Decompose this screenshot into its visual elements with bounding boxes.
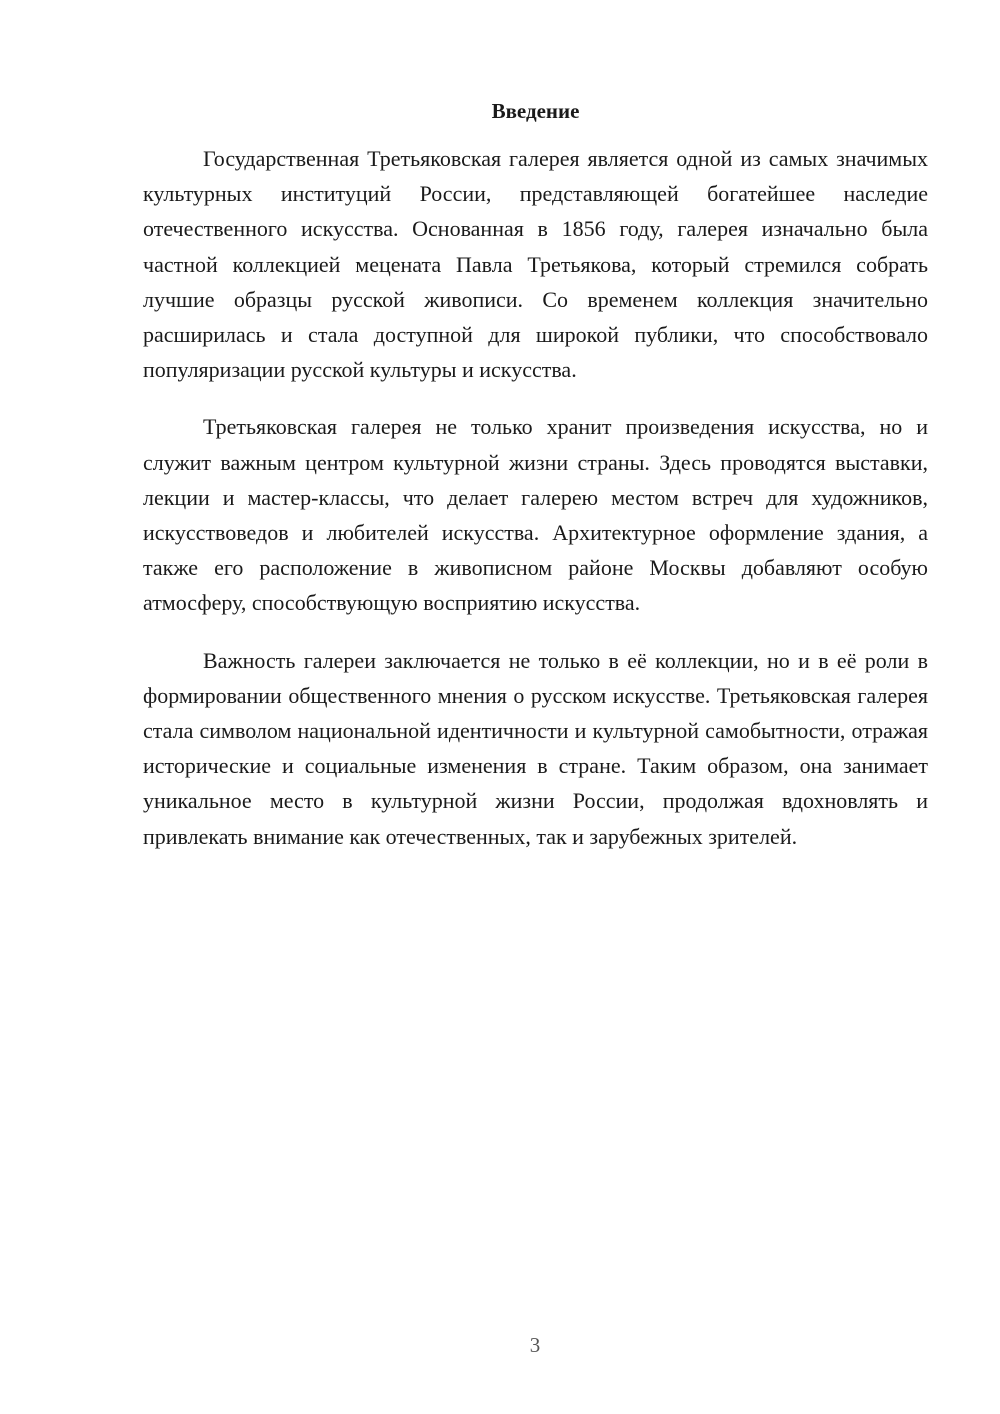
section-heading: Введение: [491, 99, 580, 123]
paragraph-1: Государственная Третьяковская галерея является одной из самых значимых культурных институций России, представляющей богатейшее наследие отечественного искусства. Основанная в 1856 году, галерея изначально была частной коллекцией мецената Павла Третьякова, который стремился собрать лучшие образцы русской живописи. Со временем коллекция значительно расширилась и стала доступной для широкой публики, что способствовало популяризации русской культуры и искусства.: [143, 146, 928, 383]
body-text: [143, 141, 928, 876]
page-number: 3: [529, 1333, 541, 1357]
paragraph-2: Третьяковская галерея не только хранит произведения искусства, но и служит важным центром культурной жизни страны. Здесь проводятся выставки, лекции и мастер-классы, что делает галерею местом встреч для художников, искусствоведов и любителей искусства. Архитектурное оформление здания, а также его расположение в живописном районе Москвы добавляют особую атмосферу, способствующую восприятию искусства.: [143, 414, 928, 616]
paragraph-3: Важность галереи заключается не только в её коллекции, но и в её роли в формировании общественного мнения о русском искусстве. Третьяковская галерея стала символом национальной идентичности и культурной самобытности, отражая исторические и социальные изменения в стране. Таким образом, она занимает уникальное место в культурной жизни России, продолжая вдохновлять и привлекать внимание как отечественных, так и зарубежных зрителей.: [143, 647, 928, 849]
